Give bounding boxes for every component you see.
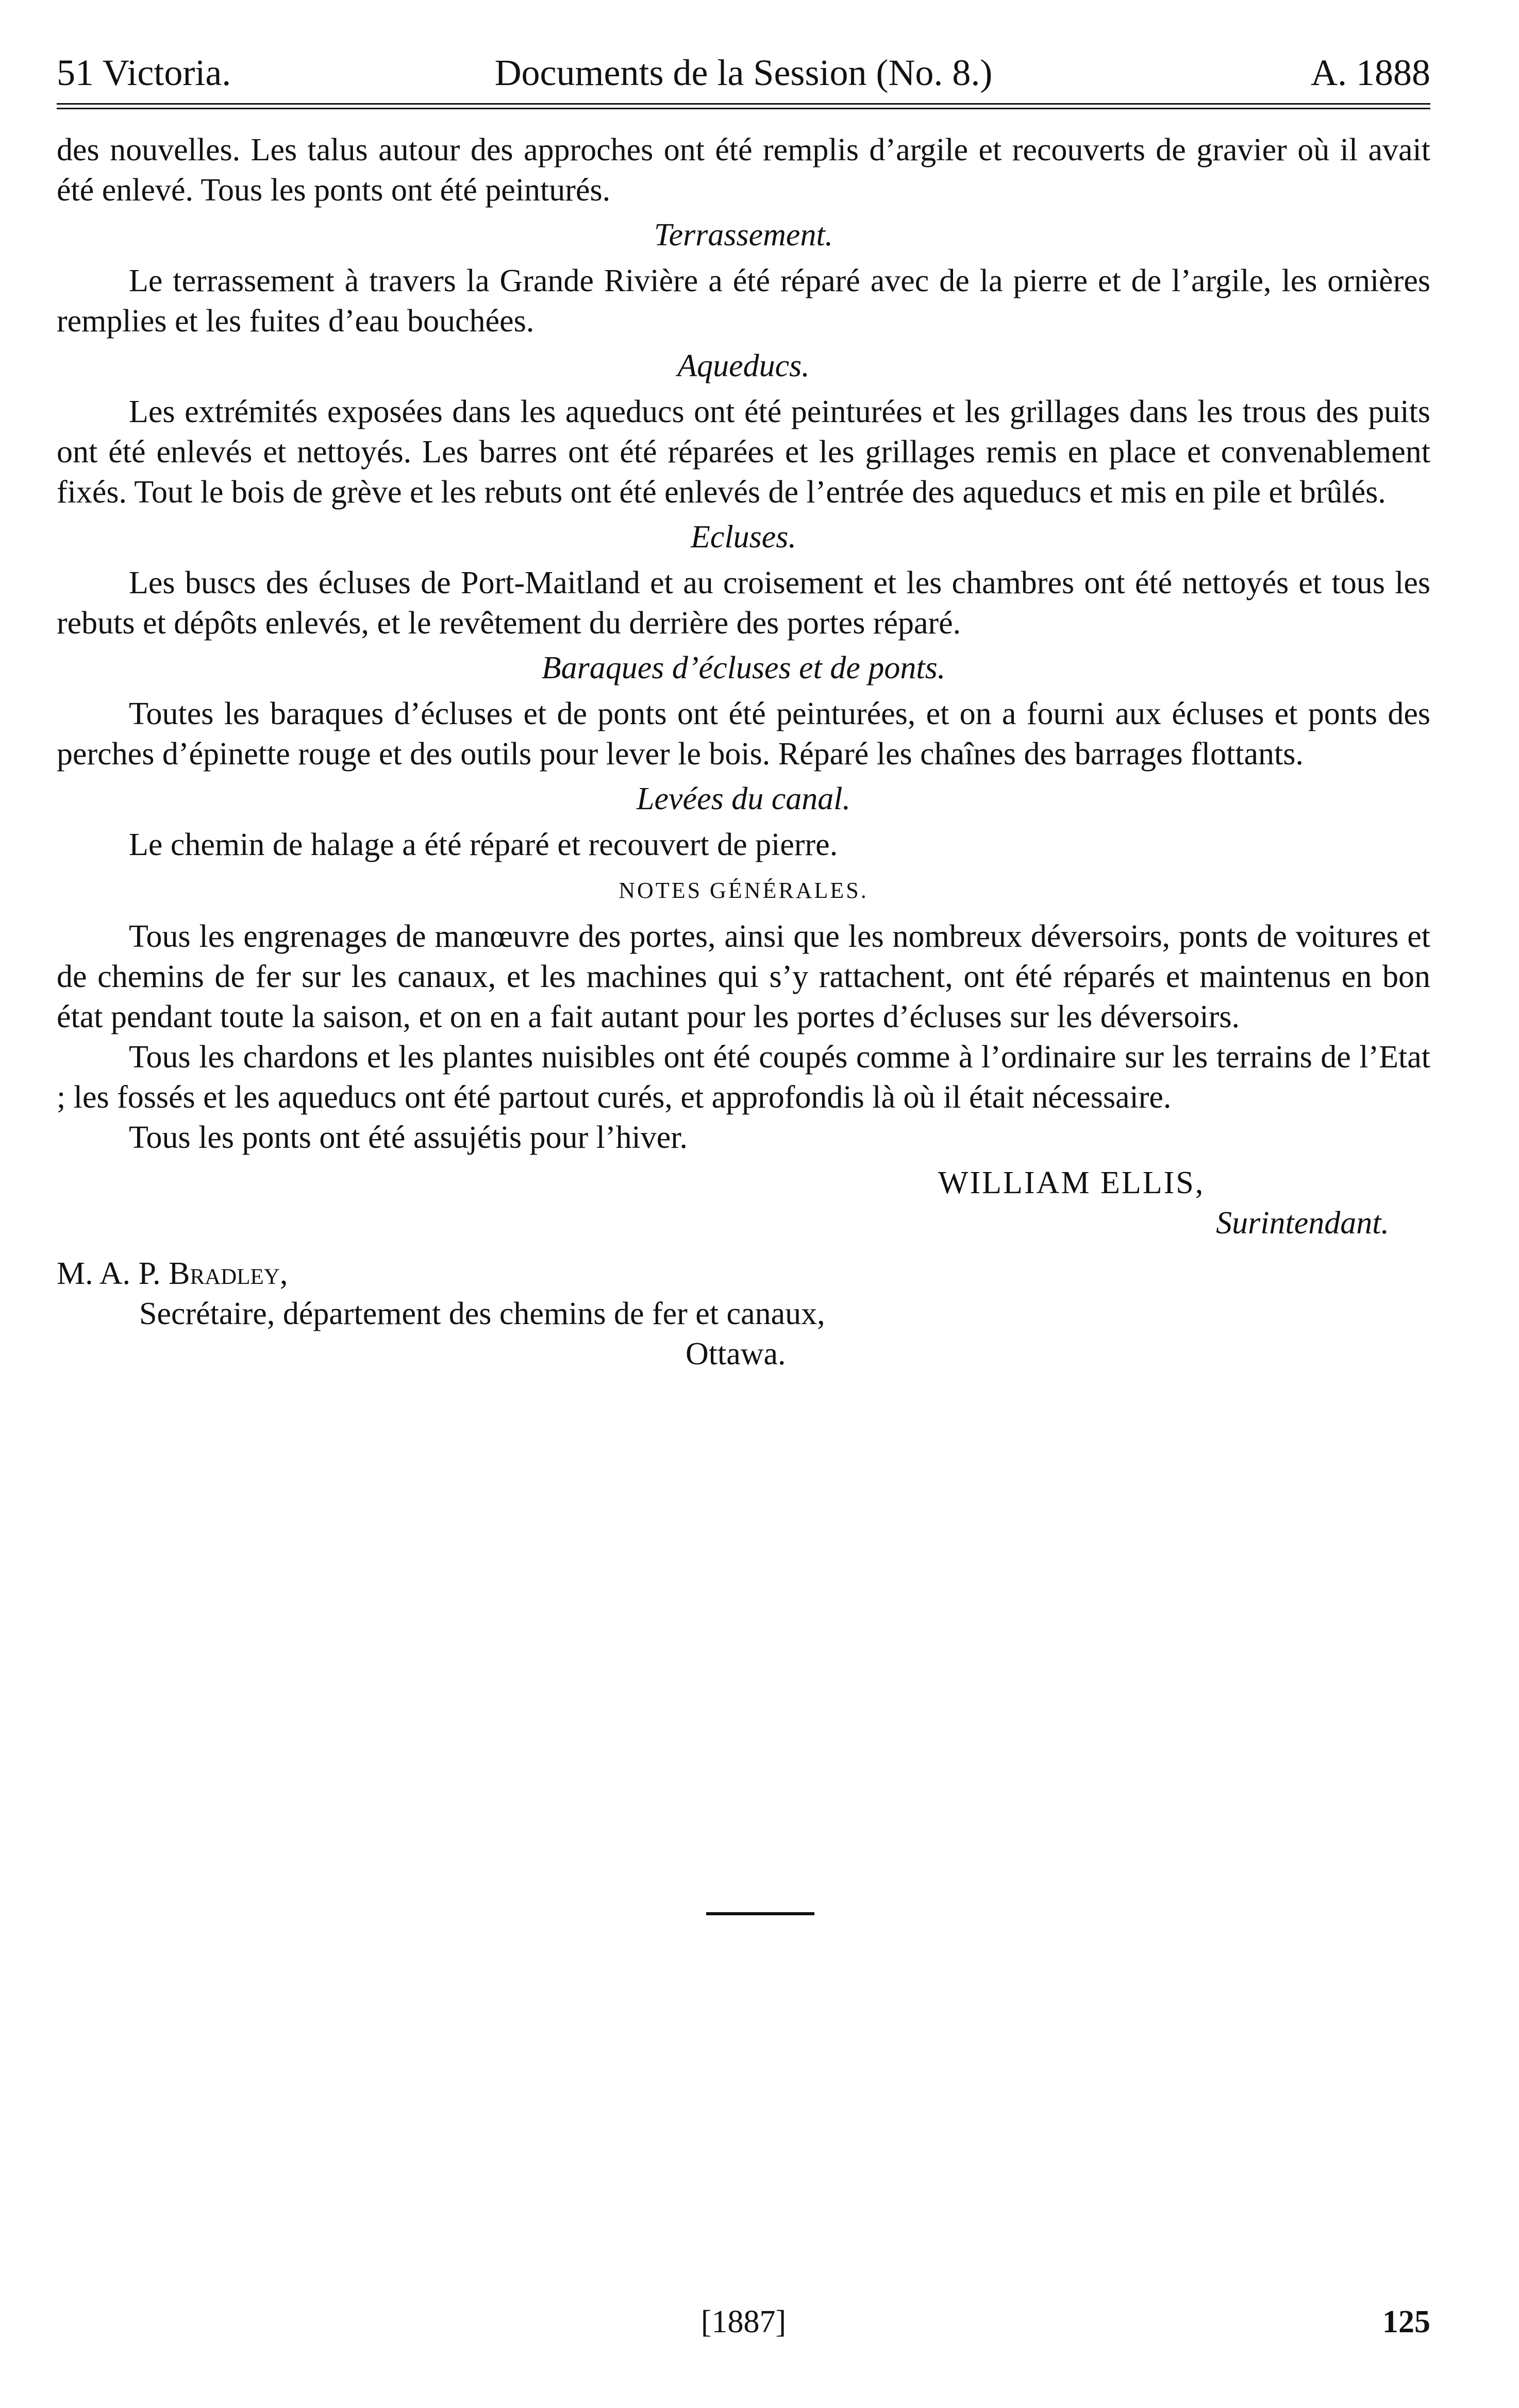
section-title-aqueducs: Aqueducs. <box>677 348 810 383</box>
section-text-levees: Le chemin de halage a été réparé et recouvert de pierre. <box>129 827 838 862</box>
signature-block <box>57 1163 1430 1243</box>
section-text-aqueducs: Les extrémités exposées dans les aqueducs ont été peinturées et les grillages dans les trous des puits ont été enlevés et nettoyés. Les barres ont été réparées et les grillages remis en place et convenablement fixés. Tout le bois de grève et les rebuts ont été enlevés de l’entrée des aqueducs et mis en pile et brûlés. <box>57 394 1430 510</box>
header-year: A. 1888 <box>1311 52 1430 93</box>
signature-title: Surintendant. <box>1216 1206 1389 1241</box>
report-body <box>57 130 1430 1158</box>
addressee-block <box>57 1253 1430 1374</box>
header-volume: 51 Victoria. <box>57 52 231 93</box>
section-text-terrassement: Le terrassement à travers la Grande Rivière a été réparé avec de la pierre et de l’argile, les ornières remplies et les fuites d’eau bouchées. <box>57 263 1430 339</box>
section-text-ecluses: Les buscs des écluses de Port-Maitland et au croisement et les chambres ont été nettoyés et tous les rebuts et dépôts enlevés, et le revêtement du derrière des portes réparé. <box>57 565 1430 641</box>
notes-paragraph-3: Tous les ponts ont été assujétis pour l’hiver. <box>129 1120 688 1155</box>
addressee-name: M. A. P. Bradley, <box>57 1256 288 1291</box>
addressee-city: Ottawa. <box>686 1336 786 1372</box>
section-text-baraques: Toutes les baraques d’écluses et de ponts ont été peinturées, et on a fourni aux écluses et ponts des perches d’épinette rouge et des outils pour lever le bois. Réparé les chaînes des barrages flottants. <box>57 696 1430 772</box>
page-number: 125 <box>1382 2304 1430 2339</box>
header-title: Documents de la Session (No. 8.) <box>494 52 993 93</box>
addressee-position: Secrétaire, département des chemins de fer et canaux, <box>139 1296 825 1331</box>
section-title-terrassement: Terrassement. <box>654 218 833 253</box>
document-page <box>57 31 1430 2381</box>
signature-name: WILLIAM ELLIS, <box>938 1165 1205 1200</box>
section-title-levees: Levées du canal. <box>637 781 850 816</box>
header-double-rule <box>57 103 1430 109</box>
footer-year: [1887] <box>700 2304 787 2339</box>
section-title-baraques: Baraques d’écluses et de ponts. <box>541 650 946 685</box>
notes-paragraph-1: Tous les engrenages de manœuvre des portes, ainsi que les nombreux déversoirs, ponts de voitures et de chemins de fer sur les canaux, et les machines qui s’y rattachent, ont été réparés et maintenus en bon état pendant toute la saison, et on en a fait autant pour les portes d’écluses sur les déversoirs. <box>57 919 1430 1034</box>
page-header <box>57 31 1430 98</box>
intro-paragraph: des nouvelles. Les talus autour des approches ont été remplis d’argile et recouverts de gravier où il avait été enlevé. Tous les ponts ont été peinturés. <box>57 132 1430 208</box>
notes-title: NOTES GÉNÉRALES. <box>619 878 869 903</box>
end-divider <box>706 1912 814 1915</box>
notes-paragraph-2: Tous les chardons et les plantes nuisibles ont été coupés comme à l’ordinaire sur les terrains de l’Etat ; les fossés et les aqueducs ont été partout curés, et approfondis là où il était nécessaire. <box>57 1040 1430 1115</box>
section-title-ecluses: Ecluses. <box>691 520 796 555</box>
